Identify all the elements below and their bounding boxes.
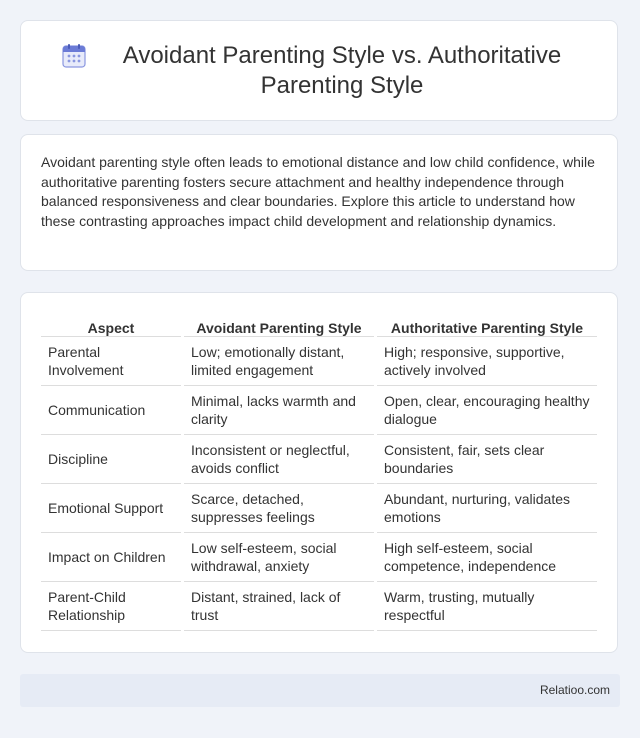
authoritative-cell: Consistent, fair, sets clear boundaries	[377, 435, 597, 484]
aspect-cell: Parent-Child Relationship	[41, 582, 181, 631]
aspect-cell: Communication	[41, 386, 181, 435]
avoidant-cell: Scarce, detached, suppresses feelings	[184, 484, 374, 533]
aspect-cell: Discipline	[41, 435, 181, 484]
table-row	[41, 386, 597, 435]
calendar-icon	[61, 43, 87, 69]
avoidant-cell: Minimal, lacks warmth and clarity	[184, 386, 374, 435]
intro-card	[20, 134, 618, 271]
authoritative-cell: Warm, trusting, mutually respectful	[377, 582, 597, 631]
title-card	[20, 20, 618, 121]
authoritative-cell: Abundant, nurturing, validates emotions	[377, 484, 597, 533]
footer-bar	[20, 674, 620, 707]
header-authoritative: Authoritative Parenting Style	[377, 315, 597, 337]
intro-paragraph: Avoidant parenting style often leads to emotional distance and low child confidence, while authoritative parenting fosters secure attachment and healthy independence through balanced responsiveness and clear boundaries. Explore this article to understand how these contrasting approaches impact child development and relationship dynamics.	[41, 154, 595, 229]
table-row	[41, 533, 597, 582]
aspect-cell: Parental Involvement	[41, 337, 181, 386]
avoidant-cell: Inconsistent or neglectful, avoids conflict	[184, 435, 374, 484]
header-aspect: Aspect	[41, 315, 181, 337]
avoidant-cell: Distant, strained, lack of trust	[184, 582, 374, 631]
authoritative-cell: High; responsive, supportive, actively involved	[377, 337, 597, 386]
aspect-cell: Impact on Children	[41, 533, 181, 582]
comparison-card	[20, 292, 618, 653]
avoidant-cell: Low; emotionally distant, limited engagement	[184, 337, 374, 386]
title-wrap	[31, 41, 607, 101]
table-row	[41, 337, 597, 386]
avoidant-cell: Low self-esteem, social withdrawal, anxiety	[184, 533, 374, 582]
comparison-table	[38, 315, 600, 631]
authoritative-cell: High self-esteem, social competence, independence	[377, 533, 597, 582]
table-header-row	[41, 315, 597, 337]
aspect-cell: Emotional Support	[41, 484, 181, 533]
table-row	[41, 435, 597, 484]
page-title: Avoidant Parenting Style vs. Authoritative Parenting Style	[122, 41, 562, 99]
header-avoidant: Avoidant Parenting Style	[184, 315, 374, 337]
authoritative-cell: Open, clear, encouraging healthy dialogue	[377, 386, 597, 435]
table-row	[41, 484, 597, 533]
footer-brand[interactable]: Relatioo.com	[539, 683, 610, 697]
table-row	[41, 582, 597, 631]
